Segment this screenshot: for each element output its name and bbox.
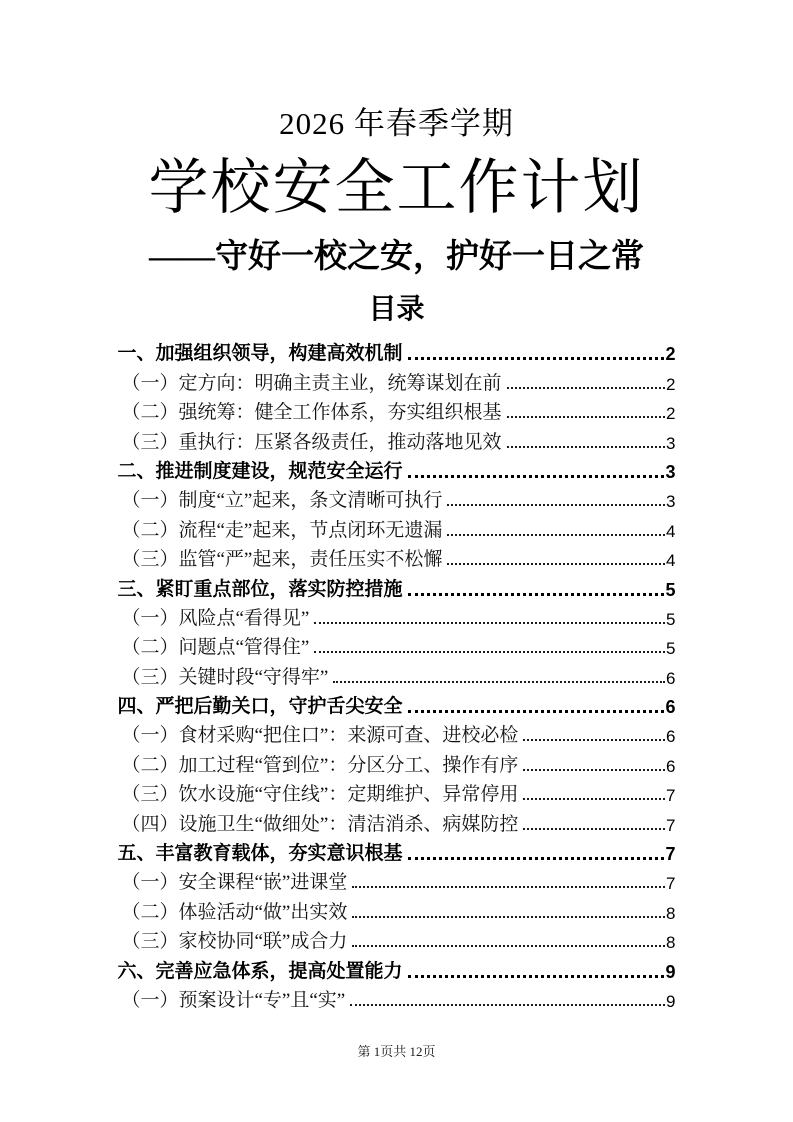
toc-entry-page: 6 xyxy=(666,727,676,747)
toc-entry-label: （三）关键时段“守得牢” xyxy=(121,666,329,688)
toc-entry-page: 9 xyxy=(666,991,676,1011)
toc-entry-page: 5 xyxy=(666,639,676,659)
toc-entry[interactable] xyxy=(118,396,676,425)
dot-leader xyxy=(447,563,665,565)
toc-entry-page: 6 xyxy=(666,756,676,776)
toc-entry-page: 7 xyxy=(666,786,676,806)
toc-entry-page: 4 xyxy=(666,521,676,541)
toc-entry[interactable] xyxy=(118,690,676,719)
toc-entry-label: （一）风险点“看得见” xyxy=(121,607,310,629)
dot-leader xyxy=(314,622,665,624)
dot-leader xyxy=(352,916,665,918)
toc-entry[interactable] xyxy=(118,837,676,866)
toc-entry-label: （二）强统筹：健全工作体系，夯实组织根基 xyxy=(121,402,502,424)
toc-entry-label: （一）安全课程“嵌”进课堂 xyxy=(121,872,348,894)
dot-leader xyxy=(408,593,665,596)
toc-heading: 目录 xyxy=(368,293,425,324)
toc-entry-page: 6 xyxy=(665,697,676,718)
dot-leader xyxy=(333,681,665,683)
toc-entry[interactable] xyxy=(118,748,676,777)
toc-entry[interactable] xyxy=(118,660,676,689)
toc-entry[interactable] xyxy=(118,337,676,366)
toc-entry-label: 一、加强组织领导，构建高效机制 xyxy=(117,343,403,365)
dot-leader xyxy=(408,357,665,360)
toc-entry-label: （三）重执行：压紧各级责任，推动落地见效 xyxy=(121,431,502,453)
toc-entry-page: 5 xyxy=(666,609,676,629)
semester-title: 2026 年春季学期 xyxy=(279,106,514,141)
dot-leader xyxy=(314,651,665,653)
toc-entry-page: 4 xyxy=(666,551,676,571)
toc-entry[interactable] xyxy=(118,425,676,454)
toc-entry-label: （三）饮水设施“守住线”：定期维护、异常停用 xyxy=(121,784,519,806)
toc-entry[interactable] xyxy=(118,866,676,895)
toc-entry-page: 2 xyxy=(666,404,676,424)
toc-entry-label: （一）定方向：明确主责主业，统筹谋划在前 xyxy=(121,372,502,394)
document-header xyxy=(0,0,793,328)
toc-entry[interactable] xyxy=(118,807,676,836)
toc-entry[interactable] xyxy=(118,543,676,572)
dot-leader xyxy=(408,857,665,860)
toc-entry[interactable] xyxy=(118,631,676,660)
toc-entry-page: 3 xyxy=(665,461,676,482)
dot-leader xyxy=(447,504,665,506)
toc-entry[interactable] xyxy=(118,455,676,484)
toc-entry-page: 8 xyxy=(666,933,676,953)
dot-leader xyxy=(350,1004,665,1006)
dot-leader xyxy=(523,828,665,830)
toc-entry[interactable] xyxy=(118,895,676,924)
toc-entry-label: （二）流程“走”起来，节点闭环无遗漏 xyxy=(121,519,443,541)
toc-entry-page: 8 xyxy=(666,903,676,923)
toc-entry-page: 3 xyxy=(666,492,676,512)
toc-entry-label: （二）加工过程“管到位”：分区分工、操作有序 xyxy=(121,754,519,776)
toc-entry-page: 9 xyxy=(665,961,676,982)
toc-entry-label: （四）设施卫生“做细处”：清洁消杀、病媒防控 xyxy=(121,813,519,835)
dot-leader xyxy=(507,416,666,418)
toc-entry-page: 2 xyxy=(666,374,676,394)
toc-entry-page: 5 xyxy=(665,579,676,600)
dot-leader xyxy=(408,975,665,978)
toc-entry-label: （二）问题点“管得住” xyxy=(121,637,310,659)
toc-entry-label: （一）制度“立”起来，条文清晰可执行 xyxy=(121,490,443,512)
toc-entry-label: （三）家校协同“联”成合力 xyxy=(121,931,348,953)
dot-leader xyxy=(507,387,666,389)
dot-leader xyxy=(523,798,665,800)
dot-leader xyxy=(507,446,666,448)
page-title: 学校安全工作计划 xyxy=(148,155,645,221)
toc-entry[interactable] xyxy=(118,602,676,631)
toc-entry-label: 五、丰富教育载体，夯实意识根基 xyxy=(117,843,403,865)
toc-entry[interactable] xyxy=(118,778,676,807)
toc-entry-page: 2 xyxy=(665,344,676,365)
dot-leader xyxy=(352,945,665,947)
table-of-contents xyxy=(118,337,676,1013)
document-subtitle: ——守好一校之安，护好一日之常 xyxy=(149,239,644,275)
toc-entry[interactable] xyxy=(118,484,676,513)
toc-entry-page: 3 xyxy=(666,433,676,453)
toc-entry-label: （三）监管“严”起来，责任压实不松懈 xyxy=(121,549,443,571)
dot-leader xyxy=(408,710,665,713)
dot-leader xyxy=(352,886,665,888)
page-number-footer: 第 1页共 12页 xyxy=(357,1044,436,1059)
toc-entry-label: （一）食材采购“把住口”：来源可查、进校必检 xyxy=(121,725,519,747)
toc-entry-label: （二）体验活动“做”出实效 xyxy=(121,901,348,923)
toc-entry-page: 7 xyxy=(665,844,676,865)
toc-entry[interactable] xyxy=(118,366,676,395)
toc-entry-label: 六、完善应急体系，提高处置能力 xyxy=(117,960,403,982)
dot-leader xyxy=(447,534,665,536)
toc-entry-page: 6 xyxy=(666,668,676,688)
toc-entry[interactable] xyxy=(118,572,676,601)
toc-entry[interactable] xyxy=(118,513,676,542)
toc-entry[interactable] xyxy=(118,954,676,983)
toc-entry-label: （一）预案设计“专”且“实” xyxy=(121,989,346,1011)
toc-entry-label: 三、紧盯重点部位，落实防控措施 xyxy=(117,578,403,600)
dot-leader xyxy=(523,739,665,741)
dot-leader xyxy=(408,475,665,478)
toc-entry-label: 二、推进制度建设，规范安全运行 xyxy=(117,460,403,482)
toc-entry[interactable] xyxy=(118,719,676,748)
toc-entry-label: 四、严把后勤关口，守护舌尖安全 xyxy=(117,696,403,718)
toc-entry[interactable] xyxy=(118,984,676,1013)
toc-entry-page: 7 xyxy=(666,815,676,835)
dot-leader xyxy=(523,769,665,771)
toc-entry[interactable] xyxy=(118,925,676,954)
toc-entry-page: 7 xyxy=(666,874,676,894)
